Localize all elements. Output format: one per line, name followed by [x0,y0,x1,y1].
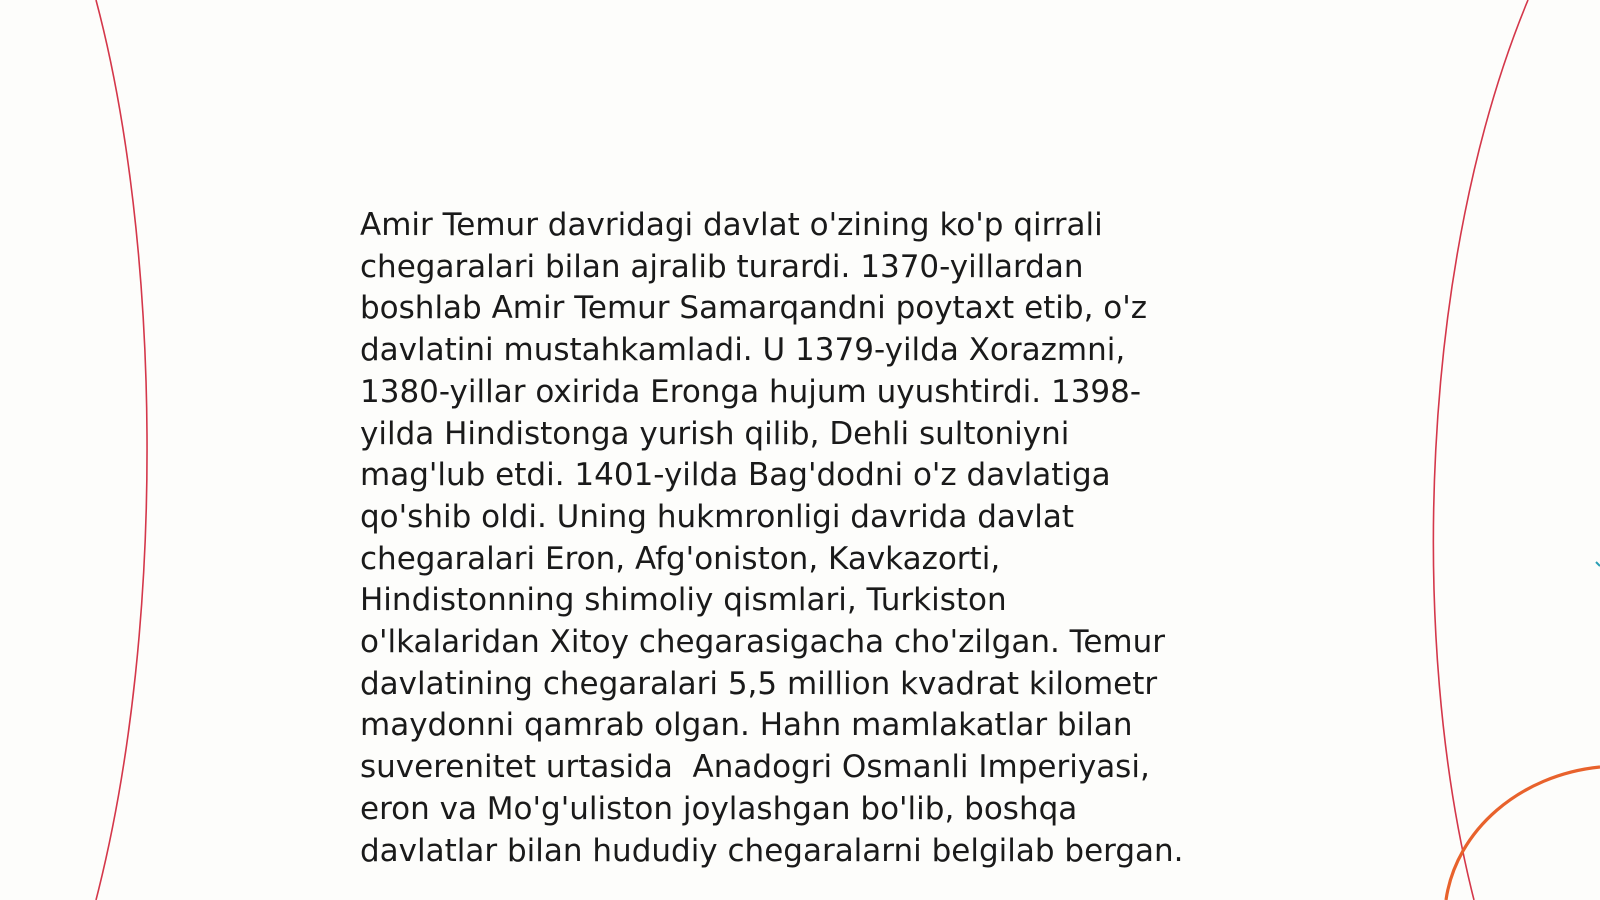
body-paragraph [360,205,1240,872]
paragraph-line: eron va Mo'g'uliston joylashgan bo'lib, boshqa [360,790,1078,827]
paragraph-line: qo'shib oldi. Uning hukmronligi davrida davlat [360,498,1074,535]
paragraph-line: yilda Hindistonga yurish qilib, Dehli sultoniyni [360,415,1070,452]
paragraph-line: chegaralari Eron, Afg'oniston, Kavkazorti, [360,540,1001,577]
paragraph-line: davlatlar bilan hududiy chegaralarni belgilab bergan. [360,832,1184,869]
right-arc [1433,0,1528,900]
paragraph-line: davlatining chegaralari 5,5 million kvadrat kilometr [360,665,1158,702]
paragraph-line: chegaralari bilan ajralib turardi. 1370-yillardan [360,248,1084,285]
paragraph-line: davlatini mustahkamladi. U 1379-yilda Xorazmni, [360,332,1126,369]
paragraph-line: 1380-yillar oxirida Eronga hujum uyushtirdi. 1398- [360,373,1142,410]
paragraph-line: o'lkalaridan Xitoy chegarasigacha cho'zilgan. Temur [360,624,1166,661]
paragraph-line: mag'lub etdi. 1401-yilda Bag'dodni o'z davlatiga [360,457,1111,494]
paragraph-line: Hindistonning shimoliy qismlari, Turkiston [360,582,1007,619]
paragraph-line: Amir Temur davridagi davlat o'zining ko'p qirrali [360,207,1103,243]
paragraph-line: boshlab Amir Temur Samarqandni poytaxt etib, o'z [360,290,1148,327]
left-arc [96,0,147,900]
teal-mark [1596,562,1600,566]
paragraph-line: suverenitet urtasida Anadogri Osmanli Imperiyasi, [360,749,1150,786]
paragraph-line: maydonni qamrab olgan. Hahn mamlakatlar bilan [360,707,1133,744]
